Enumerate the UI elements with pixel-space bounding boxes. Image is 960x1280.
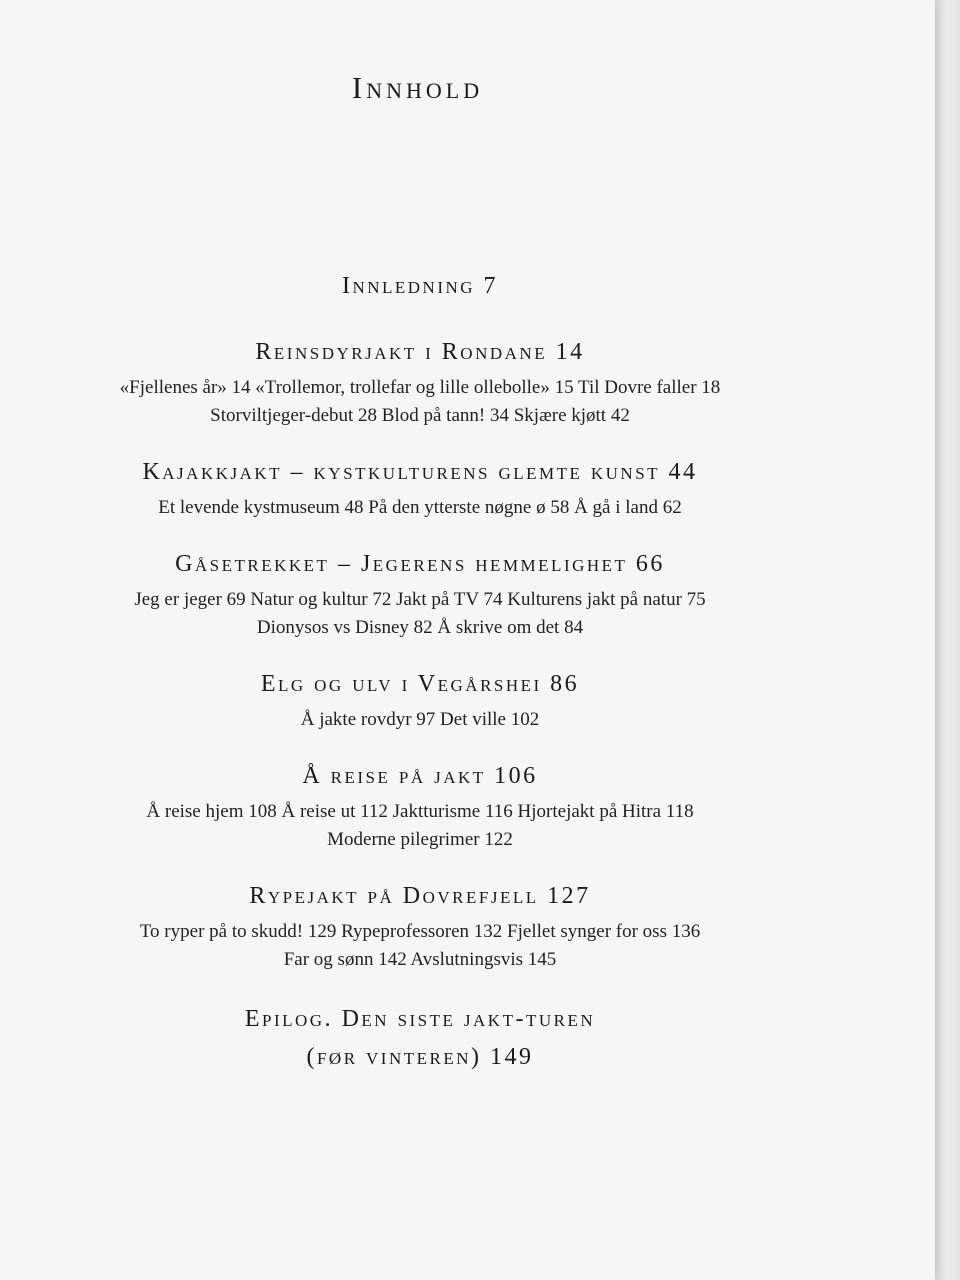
subsection-line: To ryper på to skudd! 129 Rypeprofessoren 132 Fjellet synger for oss 136 [139,921,701,942]
section-title: Rypejakt på Dovrefjell 127 [249,883,591,909]
subsection-line: «Fjellenes år» 14 «Trollemor, trollefar og lille ollebolle» 15 Til Dovre faller 18 [119,377,721,398]
section-title: Gåsetrekket – Jegerens hemmelighet 66 [175,551,665,577]
page-title: Innhold [351,70,484,105]
section-title: Reinsdyrjakt i Rondane 14 [255,339,585,365]
subsection-line: Jeg er jeger 69 Natur og kultur 72 Jakt på TV 74 Kulturens jakt på natur 75 [134,589,706,610]
section-title: Kajakkjakt – kystkulturens glemte kunst 44 [142,459,698,485]
section-title-continued: (før vinteren) 149 [306,1044,534,1070]
toc-section-gasetrekket [70,548,770,642]
section-title: Epilog. Den siste jakt-turen [244,1006,596,1032]
page-edge [935,0,960,1280]
section-title: Å reise på jakt 106 [302,763,538,789]
toc-section-elg-og-ulv [70,668,770,734]
subsection-line: Far og sønn 142 Avslutningsvis 145 [283,949,557,970]
subsection-line: Å reise hjem 108 Å reise ut 112 Jaktturisme 116 Hjortejakt på Hitra 118 [146,801,694,822]
table-of-contents [70,270,770,1102]
subsection-line: Storviltjeger-debut 28 Blod på tann! 34 Skjære kjøtt 42 [210,405,630,426]
toc-section-kajakkjakt [70,456,770,522]
toc-section-innledning [70,270,770,302]
toc-section-reinsdyrjakt [70,336,770,430]
section-title: Elg og ulv i Vegårshei 86 [260,671,580,697]
section-title: Innledning 7 [341,273,499,299]
toc-section-epilog [70,1000,770,1076]
subsection-line: Moderne pilegrimer 122 [327,829,513,850]
subsection-line: Dionysos vs Disney 82 Å skrive om det 84 [256,617,584,638]
toc-section-rypejakt [70,880,770,974]
subsection-line: Et levende kystmuseum 48 På den ytterste nøgne ø 58 Å gå i land 62 [158,497,682,518]
toc-section-reise-pa-jakt [70,760,770,854]
subsection-line: Å jakte rovdyr 97 Det ville 102 [300,709,540,730]
